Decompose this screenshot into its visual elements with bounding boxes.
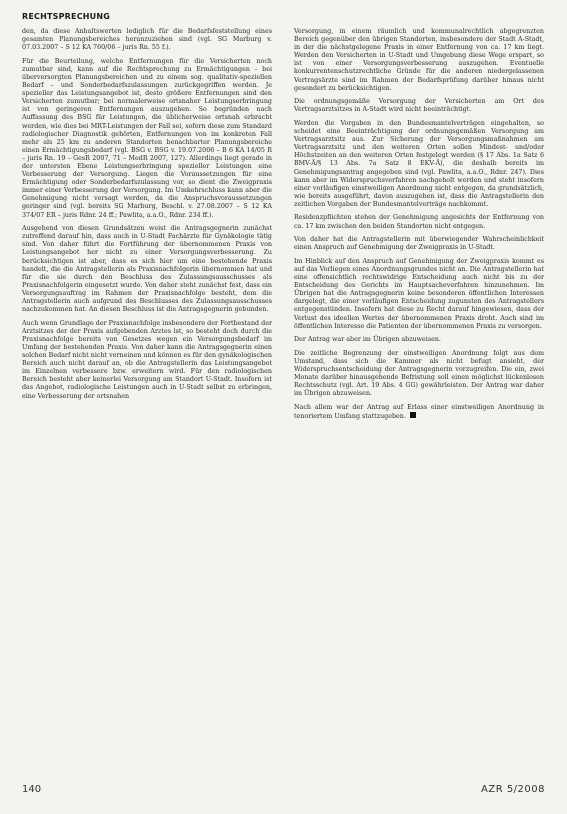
- page-number: 140: [22, 784, 42, 795]
- paragraph: Auch wenn Grundlage der Praxisnachfolge insbesondere der Fortbestand der Arztsitzes der der Praxis aufgebenden Arztes ist, so besteht doch durch die Praxisnachfolge bereits von Gesetzes wegen ein Versorgungsbedarf im Umfang der bestehenden Praxis. Von daher kann die Antragsgegnerin einen solchen Bedarf nicht nicht verneinen und können es für den gynäkologischen Bereich auch nicht darauf an, ob die Antragstellerin das Leistungsangebot im Einzelnen verbessere bzw. erweitern wird. Für den radiologischen Bereich besteht aber keinerlei Versorgung am Standort U-Stadt. Insofern ist das Angebot, radiologische Leistungen auch in U-Stadt selbst zu erbringen, eine Verbesserung der ortsnahen: [22, 319, 272, 400]
- paragraph: Von daher hat die Antragstellerin mit überwiegender Wahrscheinlichkeit einen Anspruch auf Genehmigung der Zweigpraxis in U-Stadt.: [294, 236, 544, 252]
- paragraph-text: Nach allem war der Antrag auf Erlass einer einstweiligen Anordnung in tenoriertem Umfang stattzugeben.: [294, 403, 544, 420]
- paragraph: Für die Beurteilung, welche Entfernungen für die Versicherten noch zumutbar sind, kann auf die Rechtsprechung zu Ermächtigungen – bei überversorgten Planungsbereichen und zu einem sog. qualitativ-speziellen Bedarf – und Sonderbedarfszulassungen zurückgegriffen werden. Je spezieller das Leistungsangebot ist, desto größere Entfernungen sind den Versicherten zumutbar; bei normalerweise ortsnaher Leistungserbringung ist von geringeren Entfernungen auszugehen. So begründen nach Auffassung des BSG für Leistungen, die üblicherweise ortsnah erbracht werden, wie dies bei MRT-Leistungen der Fall sei, sofern diese zum Standard radiologischer Diagnostik gehörten, Entfernungen von im konkreten Fall mehr als 25 km zu anderen Standorten benachbarter Planungsbereiche einen Ermächtigungsbedarf (vgl. BSG v. BSG v. 19.07.2006 – B 6 KA 14/05 R – juris Rn. 19 – GesR 2007, 71 – MedR 2007, 127). Allerdings liegt gerade in der untersten Ebene Leistungserbringung spezieller Leistungen eine Verbesserung der Versorgung. Liegen die Voraussetzungen für eine Ermächtigung oder Sonderbedarfszulassung vor, so dient die Zweigpraxis immer einer Verbesserung der Versorgung. Im Umkehrschluss kann aber die Genehmigung nicht versagt werden, da die Anspruchsvoraussetzungen geringer sind (vgl. bereits SG Marburg, Beschl. v. 27.08.2007 – S 12 KA 374/07 ER – juris Rdnr. 24 ff.; Pawlita, a.a.O., Rdnr. 234 ff.).: [22, 57, 272, 219]
- paragraph: Die ordnungsgemäße Versorgung der Versicherten am Ort des Vertragsarztsitzes in A-Stadt wird nicht beeinträchtigt.: [294, 98, 544, 114]
- section-header: RECHTSPRECHUNG: [22, 12, 111, 21]
- journal-issue: AZR 5/2008: [481, 784, 545, 795]
- left-column: [22, 28, 272, 406]
- paragraph: den, da diese Anhaltswerten lediglich für die Bedarfsfeststellung eines gesamten Planungsbereiches heranzuziehen sind (vgl. SG Marburg v. 07.03.2007 – S 12 KA 760/06 – juris Rn. 55 f.).: [22, 28, 272, 52]
- paragraph-final: [294, 404, 544, 421]
- paragraph: Residenzpflichten stehen der Genehmigung angesichts der Entfernung von ca. 17 km zwischen den beiden Standorten nicht entgegen.: [294, 214, 544, 230]
- end-of-article-mark: [410, 412, 416, 418]
- right-column: [294, 28, 544, 427]
- paragraph: Versorgung, in einem räumlich und kommunalrechtlich abgegrenzten Bereich gegenüber den übrigen Standorten, insbesondere der Stadt A-Stadt, in der die nächstgelegene Praxis in einer Entfernung von ca. 17 km liegt. Werden den Versicherten in U-Stadt und Umgebung diese Wege erspart, so ist von einer Versorgungsverbesserung auszugehen. Eventuelle konkurrentenschutzrechtliche Gründe für die anderen niedergelassenen Vertragsärzte sind im Rahmen der Bedarfsprüfung darüber hinaus nicht gesondert zu berücksichtigen.: [294, 28, 544, 92]
- paragraph: Die zeitliche Begrenzung der einstweiligen Anordnung folgt aus dem Umstand, dass sich die Kammer als nicht befugt ansieht, der Widerspruchsentscheidung der Antragsgegnerin vorzugreifen. Die ein, zwei Monate darüber hinausgehende Befristung soll einen möglichst lückenlosen Rechtsschutz (vgl. Art. 19 Abs. 4 GG) gewährleisten. Der Antrag war daher im Übrigen abzuweisen.: [294, 349, 544, 398]
- paragraph: Der Antrag war aber im Übrigen abzuweisen.: [294, 336, 441, 344]
- paragraph: Ausgehend von diesen Grundsätzen weist die Antragsgegnerin zunächst zutreffend darauf hin, dass auch in U-Stadt Fachärzte für Gynäkologie tätig sind. Von daher führt die Fortführung der übernommenen Praxis von Leistungsangebot her nicht zu einer Versorgungsverbesserung. Zu berücksichtigen ist aber, dass es sich hier um eine bestehende Praxis handelt, die die Antragstellerin als Praxisnachfolgerin übernommen hat und für die sie durch den Beschluss des Zulassungsausschusses als Praxisnachfolgerin eingesetzt wurde. Von daher steht zunächst fest, dass ein Versorgungsauftrag im Rahmen der Praxisnachfolge besteht, dem die Antragstellerin auch aufgrund des Beschlusses des Zulassungsausschusses nachzukommen hat. An diesen Beschluss ist die Antragsgegnerin gebunden.: [22, 225, 272, 314]
- paragraph: Werden die Vorgaben in den Bundesmantelverträgen eingehalten, so scheidet eine Beeinträchtigung der ordnungsgemäßen Versorgung am Vertragsarztsitz aus. Zur Sicherung der Versorgungsmaßnahmen am Vertragsarztsitz und den weiteren Orten sollen Mindest- und/oder Höchstzeiten an den weiteren Orten festgelegt werden (§ 17 Abs. 1a Satz 6 BMV-Ä/§ 13 Abs. 7a Satz 8 EKV-Ä), die deshalb bereits im Genehmigungsantrag angegeben sind (vgl. Pawlita, a.a.O., Rdnr. 247). Dies kann aber im Widerspruchsverfahren nachgeholt werden und steht insofern einer vorläufigen einstweiligen Anordnung nicht entgegen, da grundsätzlich, wie bereits ausgeführt, davon auszugehen ist, dass die Antragstellerin den zeitlichen Vorgaben der Bundesmantelverträge nachkommt.: [294, 119, 544, 208]
- paragraph: Im Hinblick auf den Anspruch auf Genehmigung der Zweigpraxis kommt es auf das Vorliegen eines Anordnungsgrundes nicht an. Die Antragstellerin hat eine offensichtlich rechtswidrige Entscheidung auch nicht bis zu der Entscheidung des Gerichts im Hauptsacheverfahren hinzunehmen. Im Übrigen hat die Antragsgegnerin keine besonderen öffentlichen Interessen dargelegt, die einer vorläufigen Entscheidung zugunsten des Antragstellers entgegenstünden. Insofern hat diese zu Recht darauf hingewiesen, dass der Verlust des ideellen Wertes der übernommenen Praxis droht. Auch sind im öffentlichen Interesse die Patienten der übernommenen Praxis zu versorgen.: [294, 257, 544, 330]
